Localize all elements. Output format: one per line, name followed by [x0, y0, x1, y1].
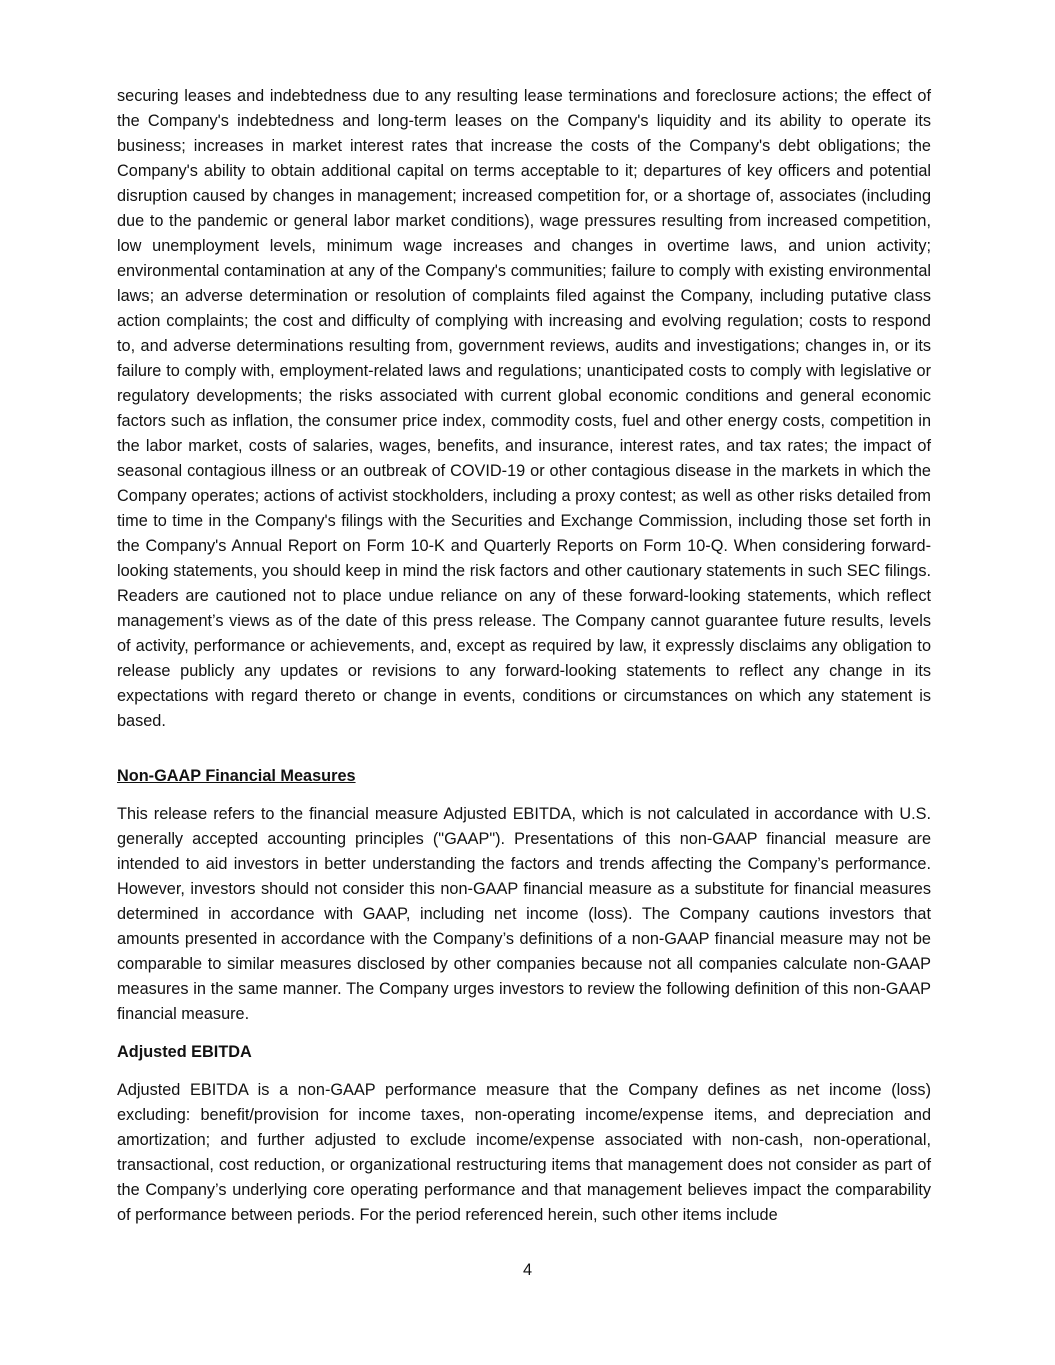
adjusted-ebitda-heading: Adjusted EBITDA — [117, 1043, 252, 1061]
adjusted-ebitda-paragraph: Adjusted EBITDA is a non-GAAP performance measure that the Company defines as net income (loss) excluding: benefit/provision for income taxes, non-operating income/expense items, and depreciation and amortization; and further adjusted to exclude income/expense associated with non-cash, non-operational, transactional, cost reduction, or organizational restructuring items that management does not consider as part of the Company’s underlying core operating performance and that management believes impact the comparability of performance between periods. For the period referenced herein, such other items include — [117, 1081, 931, 1224]
document-page — [117, 84, 931, 1228]
non-gaap-paragraph: This release refers to the financial measure Adjusted EBITDA, which is not calculated in accordance with U.S. generally accepted accounting principles ("GAAP"). Presentations of this non-GAAP financial measure are intended to aid investors in better understanding the factors and trends affecting the Company’s performance. However, investors should not consider this non-GAAP financial measure as a substitute for financial measures determined in accordance with GAAP, including net income (loss). The Company cautions investors that amounts presented in accordance with the Company’s definitions of a non-GAAP financial measure may not be comparable to similar measures disclosed by other companies because not all companies calculate non-GAAP measures in the same manner. The Company urges investors to review the following definition of this non-GAAP financial measure. — [117, 805, 931, 1023]
forward-looking-statements-paragraph: securing leases and indebtedness due to any resulting lease terminations and foreclosure actions; the effect of the Company's indebtedness and long-term leases on the Company's liquidity and its ability to operate its business; increases in market interest rates that increase the costs of the Company's debt obligations; the Company's ability to obtain additional capital on terms acceptable to it; departures of key officers and potential disruption caused by changes in management; increased competition for, or a shortage of, associates (including due to the pandemic or general labor market conditions), wage pressures resulting from increased competition, low unemployment levels, minimum wage increases and changes in overtime laws, and union activity; environmental contamination at any of the Company's communities; failure to comply with existing environmental laws; an adverse determination or resolution of complaints filed against the Company, including putative class action complaints; the cost and difficulty of complying with increasing and evolving regulation; costs to respond to, and adverse determinations resulting from, government reviews, audits and investigations; changes in, or its failure to comply with, employment-related laws and regulations; unanticipated costs to comply with legislative or regulatory developments; the risks associated with current global economic conditions and general economic factors such as inflation, the consumer price index, commodity costs, fuel and other energy costs, competition in the labor market, costs of salaries, wages, benefits, and insurance, interest rates, and tax rates; the impact of seasonal contagious illness or an outbreak of COVID-19 or other contagious disease in the markets in which the Company operates; actions of activist stockholders, including a proxy contest; as well as other risks detailed from time to time in the Company's filings with the Securities and Exchange Commission, including those set forth in the Company's Annual Report on Form 10-K and Quarterly Reports on Form 10-Q. When considering forward-looking statements, you should keep in mind the risk factors and other cautionary statements in such SEC filings. Readers are cautioned not to place undue reliance on any of these forward-looking statements, which reflect management’s views as of the date of this press release. The Company cannot guarantee future results, levels of activity, performance or achievements, and, except as required by law, it expressly disclaims any obligation to release publicly any updates or revisions to any forward-looking statements to reflect any change in its expectations with regard thereto or change in events, conditions or circumstances on which any statement is based. — [117, 87, 931, 730]
non-gaap-heading: Non-GAAP Financial Measures — [117, 767, 356, 785]
page-number: 4 — [522, 1261, 533, 1279]
